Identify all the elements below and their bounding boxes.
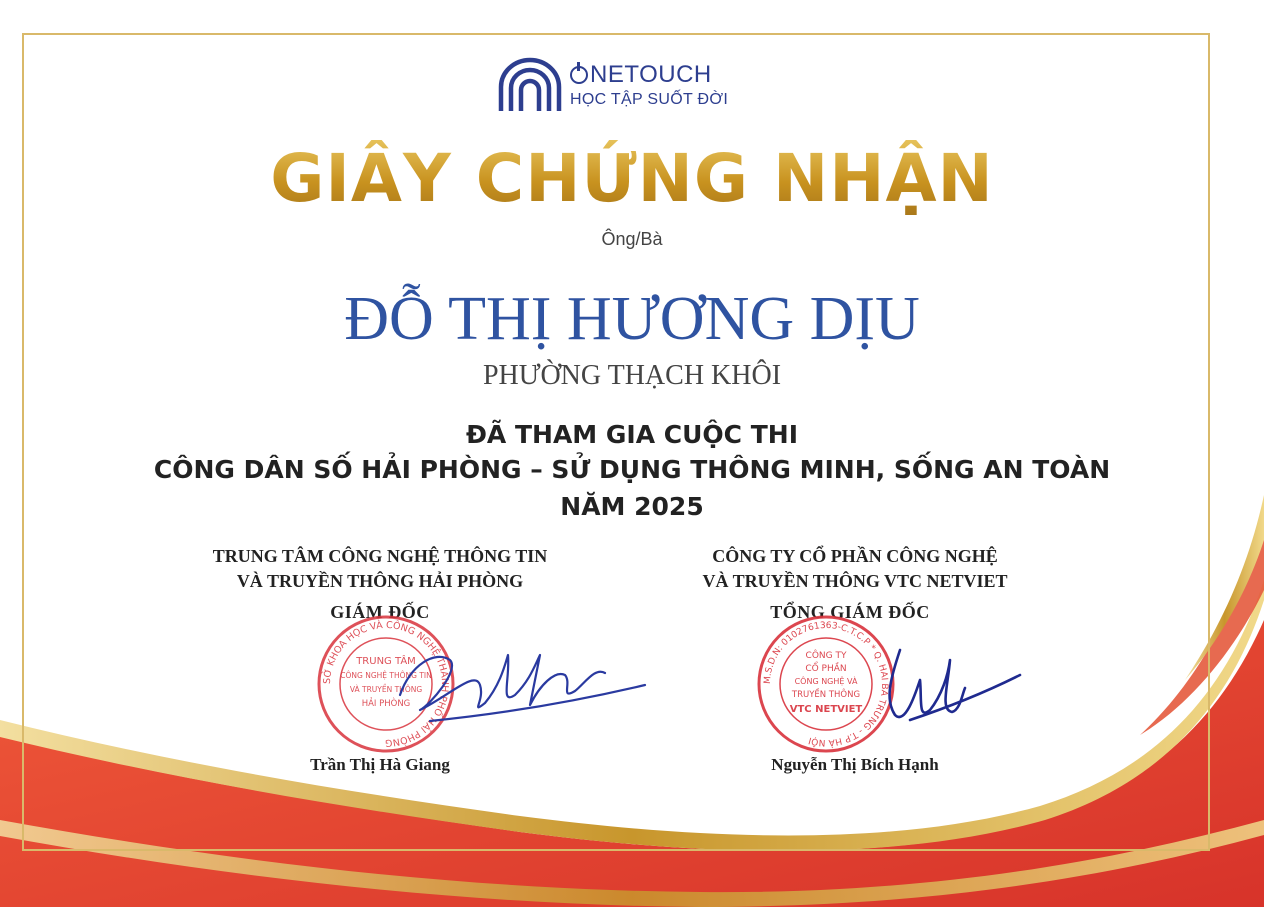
power-o-icon <box>570 66 588 84</box>
left-org-line-1: TRUNG TÂM CÔNG NGHỆ THÔNG TIN <box>212 546 548 566</box>
brand-logo <box>497 57 757 115</box>
right-seal-center-3: CÔNG NGHỆ VÀ <box>794 677 858 686</box>
left-seal-center-1: TRUNG TÂM <box>356 656 416 667</box>
arch-lines-icon <box>497 57 563 113</box>
statement-line-3: NĂM 2025 <box>560 492 704 521</box>
left-seal-ring-text: SỞ KHOA HỌC VÀ CÔNG NGHỆ THÀNH PHỐ HẢI PHÒNG <box>321 619 451 749</box>
recipient-ward: PHƯỜNG THẠCH KHÔI <box>482 360 782 391</box>
statement-line-1: ĐÃ THAM GIA CUỘC THI <box>465 420 798 449</box>
left-org <box>160 544 600 594</box>
honorific: Ông/Bà <box>601 229 663 249</box>
left-signature <box>390 625 650 735</box>
left-role: GIÁM ĐỐC <box>330 602 430 622</box>
right-seal-ring-text: M.S.D.N: 0102761363-C.T.C.P * Q. HAI BÀ TRƯNG - T.P HÀ NỘI <box>762 620 890 748</box>
brand-name-text: NETOUCH <box>590 61 712 88</box>
left-signer-name: Trần Thị Hà Giang <box>310 755 450 774</box>
left-seal-center-2: CÔNG NGHỆ THÔNG TIN <box>340 671 432 680</box>
right-org-line-1: CÔNG TY CỔ PHẦN CÔNG NGHỆ <box>712 546 998 566</box>
right-seal-center-4: TRUYỀN THÔNG <box>791 690 861 700</box>
recipient-name: ĐỖ THỊ HƯƠNG DỊU <box>344 285 920 353</box>
left-seal-center-3: VÀ TRUYỀN THÔNG <box>349 685 423 694</box>
certificate-title: GIẤY CHỨNG NHẬN <box>0 140 1264 217</box>
left-org-line-2: VÀ TRUYỀN THÔNG HẢI PHÒNG <box>236 571 524 591</box>
brand-tagline: HỌC TẬP SUỐT ĐỜI <box>570 91 729 108</box>
right-org-line-2: VÀ TRUYỀN THÔNG VTC NETVIET <box>702 571 1008 591</box>
right-signer-name: Nguyễn Thị Bích Hạnh <box>771 755 939 774</box>
right-seal-center-5: VTC NETVIET <box>789 704 863 715</box>
statement-line-2: CÔNG DÂN SỐ HẢI PHÒNG – SỬ DỤNG THÔNG MINH, SỐNG AN TOÀN <box>153 455 1111 484</box>
right-seal-center-2: CỔ PHẦN <box>805 664 847 674</box>
right-signature <box>870 640 1030 730</box>
right-org <box>635 544 1075 594</box>
brand-name <box>570 61 712 89</box>
right-role: TỔNG GIÁM ĐỐC <box>770 602 930 622</box>
left-seal-center-4: HẢI PHÒNG <box>361 699 411 709</box>
right-seal-center-1: CÔNG TY <box>805 651 847 661</box>
